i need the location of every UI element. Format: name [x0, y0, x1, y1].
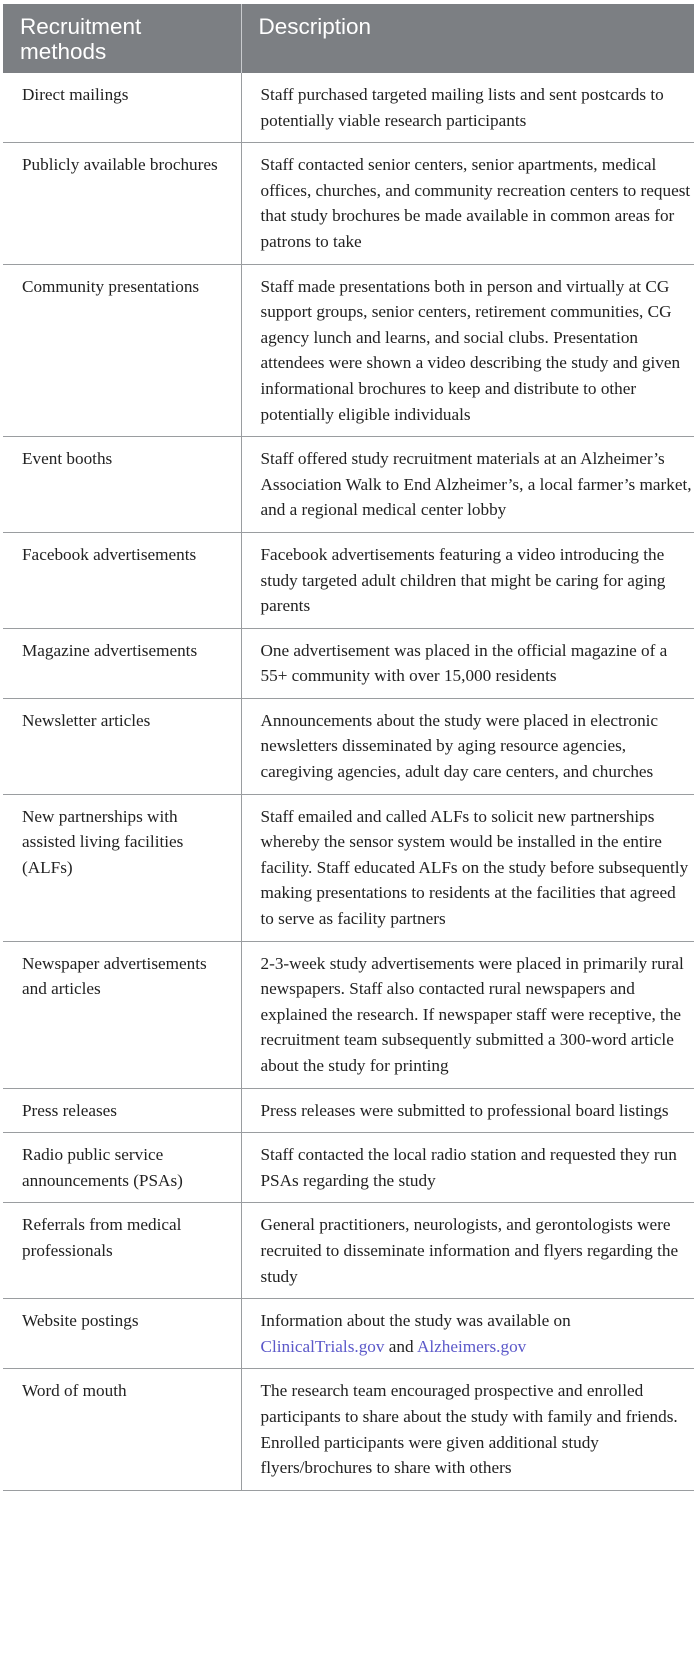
- description-cell: Staff purchased targeted mailing lists and sent postcards to potentially viable research participants: [241, 73, 694, 143]
- description-cell: Announcements about the study were placed in electronic newsletters disseminated by aging resource agencies, caregiving agencies, adult day care centers, and churches: [241, 698, 694, 794]
- table-row: [3, 73, 694, 143]
- description-cell: Staff offered study recruitment materials at an Alzheimer’s Association Walk to End Alzheimer’s, a local farmer’s market, and a regional medical center lobby: [241, 437, 694, 533]
- table-row: [3, 794, 694, 941]
- header-recruitment-methods: Recruitment methods: [3, 4, 241, 73]
- description-cell: One advertisement was placed in the official magazine of a 55+ community with over 15,000 residents: [241, 628, 694, 698]
- description-cell: 2-3-week study advertisements were placed in primarily rural newspapers. Staff also contacted rural newspapers and explained the research. If newspaper staff were receptive, the recruitment team subsequently submitted a 300-word article about the study for printing: [241, 941, 694, 1088]
- clinicaltrials-link[interactable]: ClinicalTrials.gov: [260, 1336, 385, 1356]
- method-cell: Website postings: [3, 1299, 241, 1369]
- description-cell: Staff contacted senior centers, senior apartments, medical offices, churches, and community recreation centers to request that study brochures be made available in common areas for patrons to take: [241, 143, 694, 264]
- header-description: Description: [241, 4, 694, 73]
- table-row: [3, 143, 694, 264]
- method-cell: Direct mailings: [3, 73, 241, 143]
- table-row: [3, 1203, 694, 1299]
- description-text: Information about the study was available on: [260, 1311, 571, 1331]
- description-cell: The research team encouraged prospective and enrolled participants to share about the study with family and friends. Enrolled participants were given additional study flyers/brochures to share with others: [241, 1369, 694, 1490]
- method-cell: Referrals from medical professionals: [3, 1203, 241, 1299]
- method-cell: Community presentations: [3, 264, 241, 437]
- method-cell: Word of mouth: [3, 1369, 241, 1490]
- method-cell: Newspaper advertisements and articles: [3, 941, 241, 1088]
- description-cell: Press releases were submitted to professional board listings: [241, 1088, 694, 1133]
- method-cell: New partnerships with assisted living facilities (ALFs): [3, 794, 241, 941]
- method-cell: Radio public service announcements (PSAs): [3, 1133, 241, 1203]
- method-cell: Press releases: [3, 1088, 241, 1133]
- table-body: [3, 73, 694, 1490]
- table-row: [3, 1299, 694, 1369]
- table-row: [3, 1088, 694, 1133]
- method-cell: Event booths: [3, 437, 241, 533]
- table-row: [3, 698, 694, 794]
- description-cell: [241, 1299, 694, 1369]
- header-row: [3, 4, 694, 73]
- description-cell: Staff emailed and called ALFs to solicit new partnerships whereby the sensor system would be installed in the entire facility. Staff educated ALFs on the study before subsequently making presentations to residents at the facilities that agreed to serve as facility partners: [241, 794, 694, 941]
- method-cell: Magazine advertisements: [3, 628, 241, 698]
- table-row: [3, 628, 694, 698]
- method-cell: Facebook advertisements: [3, 532, 241, 628]
- table-row: [3, 437, 694, 533]
- table-row: [3, 941, 694, 1088]
- description-cell: Staff contacted the local radio station and requested they run PSAs regarding the study: [241, 1133, 694, 1203]
- table-row: [3, 264, 694, 437]
- alzheimers-gov-link[interactable]: Alzheimers.gov: [416, 1336, 527, 1356]
- table-row: [3, 1133, 694, 1203]
- description-cell: General practitioners, neurologists, and gerontologists were recruited to disseminate information and flyers regarding the study: [241, 1203, 694, 1299]
- table-row: [3, 532, 694, 628]
- description-cell: Facebook advertisements featuring a video introducing the study targeted adult children that might be caring for aging parents: [241, 532, 694, 628]
- conjunction-text: and: [384, 1336, 417, 1356]
- method-cell: Newsletter articles: [3, 698, 241, 794]
- method-cell: Publicly available brochures: [3, 143, 241, 264]
- description-cell: Staff made presentations both in person and virtually at CG support groups, senior centers, retirement communities, CG agency lunch and learns, and social clubs. Presentation attendees were shown a video describing the study and given informational brochures to keep and distribute to other potentially eligible individuals: [241, 264, 694, 437]
- table-header: [3, 4, 694, 73]
- recruitment-methods-table: [3, 4, 694, 1491]
- table-row: [3, 1369, 694, 1490]
